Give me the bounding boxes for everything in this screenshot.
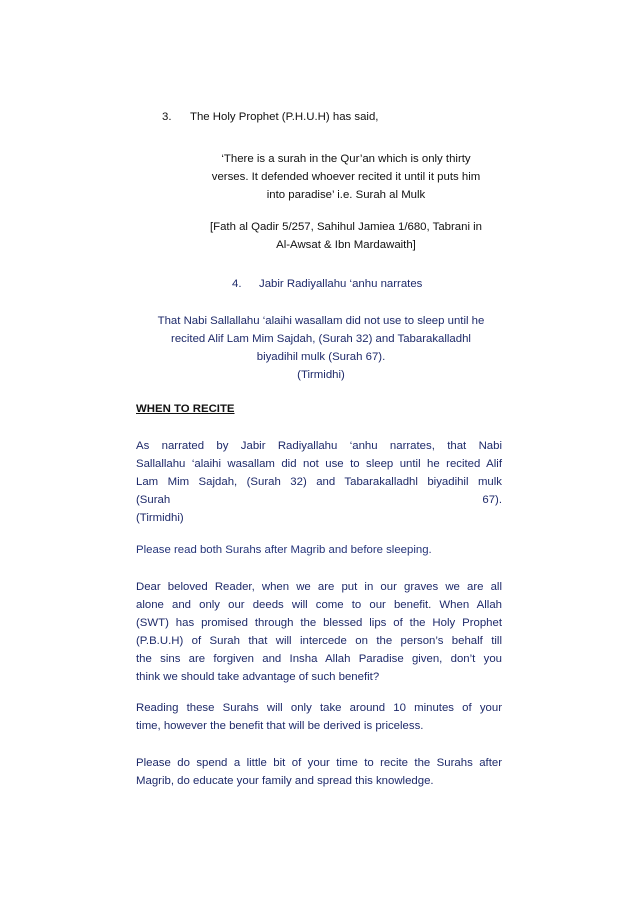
paragraph-line: think we should take advantage of such benefit? <box>136 671 380 683</box>
narration-line: That Nabi Sallallahu ‘alaihi wasallam did not use to sleep until he <box>157 315 485 327</box>
paragraph-line: Lam Mim Sajdah, (Surah 32) and Tabarakalladhl biyadihil mulk <box>136 476 502 488</box>
paragraph-line: (Surah 67). <box>136 494 502 506</box>
item-4-number: 4. <box>232 278 242 290</box>
item-4 <box>232 275 422 293</box>
paragraph-instruction: Please read both Surahs after Magrib and before sleeping. <box>136 544 432 556</box>
item-3-number: 3. <box>162 111 172 123</box>
narration-block <box>128 312 514 384</box>
paragraph-line: Dear beloved Reader, when we are put in our graves we are all <box>136 581 502 593</box>
paragraph-line: Please do spend a little bit of your time to recite the Surahs after <box>136 757 502 769</box>
hadith-quote <box>190 150 502 204</box>
item-4-text: Jabir Radiyallahu ‘anhu narrates <box>259 278 423 290</box>
paragraph-narration <box>136 437 502 527</box>
paragraph-line: the sins are forgiven and Insha Allah Paradise given, don’t you <box>136 653 502 665</box>
paragraph-line: Sallallahu ‘alaihi wasallam did not use to sleep until he recited Alif <box>136 458 502 470</box>
reference-line: Al-Awsat & Ibn Mardawaith] <box>276 239 416 251</box>
paragraph-line: Magrib, do educate your family and spread this knowledge. <box>136 775 434 787</box>
paragraph-line: As narrated by Jabir Radiyallahu ‘anhu narrates, that Nabi <box>136 440 502 452</box>
narration-line: biyadihil mulk (Surah 67). <box>256 351 386 363</box>
item-3-text: The Holy Prophet (P.H.U.H) has said, <box>190 111 379 123</box>
paragraph-time <box>136 699 502 735</box>
quote-line: verses. It defended whoever recited it until it puts him <box>211 171 481 183</box>
paragraph-line: (SWT) has promised through the blessed lips of the Holy Prophet <box>136 617 502 629</box>
quote-line: ‘There is a surah in the Qur’an which is only thirty <box>221 153 471 165</box>
paragraph-line: (Tirmidhi) <box>136 512 184 524</box>
reference-line: [Fath al Qadir 5/257, Sahihul Jamiea 1/680, Tabrani in <box>209 221 483 233</box>
paragraph-line: Reading these Surahs will only take around 10 minutes of your <box>136 702 502 714</box>
narration-line: (Tirmidhi) <box>297 369 345 381</box>
section-heading: WHEN TO RECITE <box>136 403 235 415</box>
item-3 <box>162 108 378 126</box>
hadith-reference <box>190 218 502 254</box>
narration-line: recited Alif Lam Mim Sajdah, (Surah 32) and Tabarakalladhl <box>171 333 471 345</box>
paragraph-closing <box>136 754 502 790</box>
paragraph-line: (P.B.U.H) of Surah that will intercede on the person’s behalf till <box>136 635 502 647</box>
paragraph-line: alone and only our deeds will come to our benefit. When Allah <box>136 599 502 611</box>
paragraph-line: time, however the benefit that will be derived is priceless. <box>136 720 424 732</box>
paragraph-reader <box>136 578 502 686</box>
quote-line: into paradise’ i.e. Surah al Mulk <box>266 189 426 201</box>
